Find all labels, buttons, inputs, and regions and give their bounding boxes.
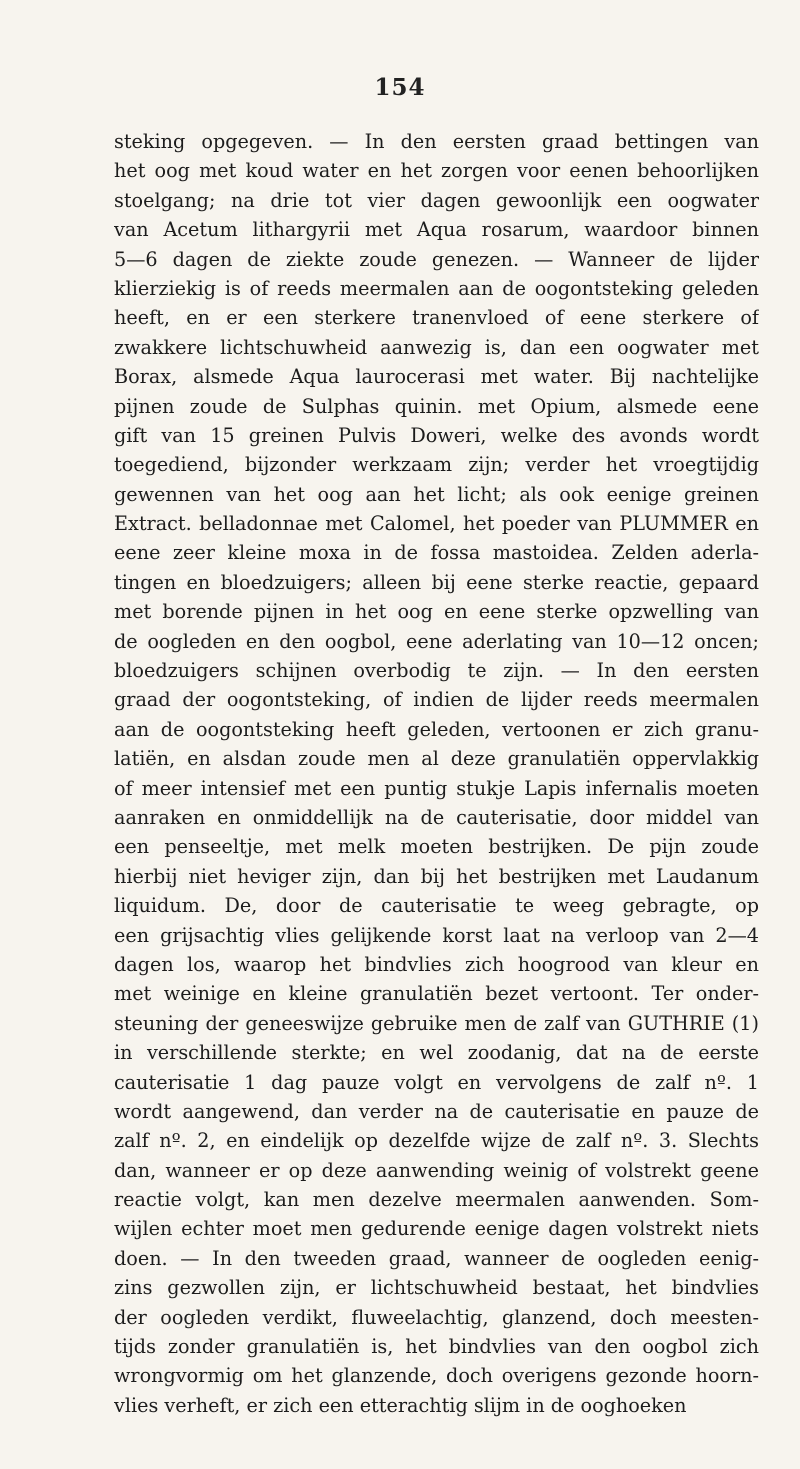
text-line: Borax, alsmede Aqua laurocerasi met water. Bij nachtelijke — [114, 365, 759, 389]
body-text — [114, 127, 759, 1420]
text-line: van Acetum lithargyrii met Aqua rosarum, waardoor binnen — [114, 218, 759, 242]
text-line: de oogleden en den oogbol, eene aderlating van 10—12 oncen; — [114, 629, 759, 653]
text-line: liquidum. De, door de cauterisatie te weeg gebragte, op — [114, 894, 759, 918]
text-line: bloedzuigers schijnen overbodig te zijn. — In den eersten — [114, 659, 759, 683]
page-number: 154 — [374, 74, 426, 101]
text-line: hierbij niet heviger zijn, dan bij het bestrijken met Laudanum — [114, 864, 759, 888]
text-line: aanraken en onmiddellijk na de cauterisatie, door middel van — [114, 805, 759, 829]
text-line: met weinige en kleine granulatiën bezet vertoont. Ter onder- — [114, 982, 759, 1006]
text-line: pijnen zoude de Sulphas quinin. met Opium, alsmede eene — [114, 394, 759, 418]
text-line: gewennen van het oog aan het licht; als ook eenige greinen — [114, 482, 759, 506]
text-line: klierziekig is of reeds meermalen aan de oogontsteking geleden — [114, 276, 759, 300]
text-line: een penseeltje, met melk moeten bestrijken. De pijn zoude — [114, 835, 759, 859]
text-line: wordt aangewend, dan verder na de cauterisatie en pauze de — [114, 1099, 759, 1123]
text-line: aan de oogontsteking heeft geleden, vertoonen er zich granu- — [114, 717, 759, 741]
text-line: wijlen echter moet men gedurende eenige dagen volstrekt niets — [114, 1217, 759, 1241]
text-line: der oogleden verdikt, fluweelachtig, glanzend, doch meesten- — [114, 1305, 759, 1329]
text-line: doen. — In den tweeden graad, wanneer de oogleden eenig- — [114, 1246, 759, 1270]
text-line: een grijsachtig vlies gelijkende korst laat na verloop van 2—4 — [114, 923, 759, 947]
text-line: graad der oogontsteking, of indien de lijder reeds meermalen — [114, 688, 759, 712]
text-line: gift van 15 greinen Pulvis Doweri, welke des avonds wordt — [114, 423, 759, 447]
text-line: Extract. belladonnae met Calomel, het poeder van PLUMMER en — [114, 512, 759, 536]
text-line: dagen los, waarop het bindvlies zich hoogrood van kleur en — [114, 952, 759, 976]
text-line: steking opgegeven. — In den eersten graad bettingen van — [114, 130, 759, 153]
text-line: in verschillende sterkte; en wel zoodanig, dat na de eerste — [114, 1041, 759, 1065]
text-line: latiën, en alsdan zoude men al deze granulatiën oppervlakkig — [114, 747, 759, 771]
text-line: stoelgang; na drie tot vier dagen gewoonlijk een oogwater — [114, 188, 759, 212]
text-line: zwakkere lichtschuwheid aanwezig is, dan een oogwater met — [114, 335, 759, 359]
text-line: 5—6 dagen de ziekte zoude genezen. — Wanneer de lijder — [114, 247, 759, 271]
text-line: wrongvormig om het glanzende, doch overigens gezonde hoorn- — [114, 1364, 759, 1388]
text-line: heeft, en er een sterkere tranenvloed of eene sterkere of — [114, 306, 759, 330]
text-line: eene zeer kleine moxa in de fossa mastoidea. Zelden aderla- — [114, 541, 759, 565]
text-line: vlies verheft, er zich een etterachtig slijm in de ooghoeken — [114, 1393, 687, 1417]
text-line: steuning der geneeswijze gebruike men de zalf van GUTHRIE (1) — [114, 1011, 759, 1035]
text-line: cauterisatie 1 dag pauze volgt en vervolgens de zalf nº. 1 — [114, 1070, 759, 1094]
text-line: zalf nº. 2, en eindelijk op dezelfde wijze de zalf nº. 3. Slechts — [114, 1129, 759, 1153]
text-line: toegediend, bijzonder werkzaam zijn; verder het vroegtijdig — [114, 453, 759, 477]
text-line: tijds zonder granulatiën is, het bindvlies van den oogbol zich — [114, 1335, 759, 1359]
text-line: zins gezwollen zijn, er lichtschuwheid bestaat, het bindvlies — [114, 1276, 759, 1300]
text-line: met borende pijnen in het oog en eene sterke opzwelling van — [114, 600, 759, 624]
text-line: reactie volgt, kan men dezelve meermalen aanwenden. Som- — [114, 1188, 759, 1212]
text-line: tingen en bloedzuigers; alleen bij eene sterke reactie, gepaard — [114, 570, 759, 594]
text-line: of meer intensief met een puntig stukje Lapis infernalis moeten — [114, 776, 759, 800]
text-line: dan, wanneer er op deze aanwending weinig of volstrekt geene — [114, 1158, 759, 1182]
text-line: het oog met koud water en het zorgen voor eenen behoorlijken — [114, 159, 759, 183]
